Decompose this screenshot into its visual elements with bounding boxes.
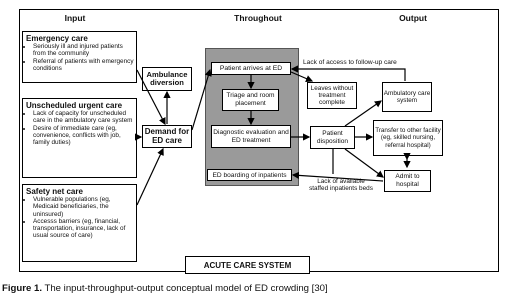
ambulance-diversion-label: Ambulance diversion: [146, 69, 188, 87]
disposition-to-ambulatory-arrow: [345, 101, 381, 126]
safety-net-care-item: • Accesss barriers (eg, financial, transportation, insurance, lack of usual source of care): [33, 218, 134, 240]
patient-disposition-label: Patient disposition: [316, 129, 349, 145]
figure-caption-prefix: Figure 1.: [2, 283, 42, 294]
admit-to-boarding-arrow: [293, 175, 383, 181]
figure-caption-text: The input-throughput-output conceptual model of ED crowding [30]: [44, 283, 328, 294]
leaves-without-treatment-label: Leaves without treatment complete: [310, 84, 354, 107]
unscheduled-urgent-care-item: • Desire of immediate care (eg, convenience, conflicts with job, family duties): [33, 125, 134, 147]
input-header: Input: [64, 13, 86, 23]
unscheduled-urgent-care-title: Unscheduled urgent care: [26, 101, 123, 110]
safety-net-care-title: Safety net care: [26, 187, 83, 196]
emergency-care-item: • Referral of patients with emergency conditions: [33, 58, 134, 73]
admit-to-hospital-label: Admit to hospital: [395, 173, 420, 188]
emergency-to-demand-arrow: [137, 70, 165, 124]
lack-followup-label: Lack of access to follow-up care: [303, 59, 397, 66]
throughput-header: Throughout: [234, 13, 282, 23]
unscheduled-urgent-care-item: • Lack of capacity for unscheduled care in the ambulatory care system: [33, 110, 134, 125]
figure-caption: [2, 283, 328, 294]
output-header: Output: [399, 13, 427, 23]
acute-care-system-label: ACUTE CARE SYSTEM: [203, 260, 292, 270]
safety-net-care-item: • Vulnerable populations (eg, Medicaid beneficiaries, the uninsured): [33, 196, 134, 218]
demand-for-ed-care-label: Demand for ED care: [144, 126, 190, 145]
ambulatory-care-system-label: Ambulatory care system: [383, 89, 431, 104]
emergency-care-title: Emergency care: [26, 34, 88, 43]
lack-beds-label: Lack of available staffed inpatients beds: [309, 178, 373, 193]
disposition-to-admit-arrow: [345, 149, 383, 177]
demand-to-arrives-arrow: [192, 70, 210, 130]
emergency-care-item: • Seriously ill and injured patients from the community: [33, 43, 134, 58]
triage-label: Triage and room placement: [226, 92, 275, 107]
safety-to-demand-arrow: [137, 149, 163, 205]
diagnostic-label: Diagnostic evaluation and ED treatment: [213, 128, 289, 144]
patient-arrives-label: Patient arrives at ED: [219, 65, 283, 72]
arrives-to-leaves-arrow: [291, 72, 312, 81]
transfer-facility-label: Transfer to other facility (eg, skilled nursing, referral hospital): [375, 127, 441, 149]
ed-boarding-label: ED boarding of inpatients: [212, 171, 287, 179]
